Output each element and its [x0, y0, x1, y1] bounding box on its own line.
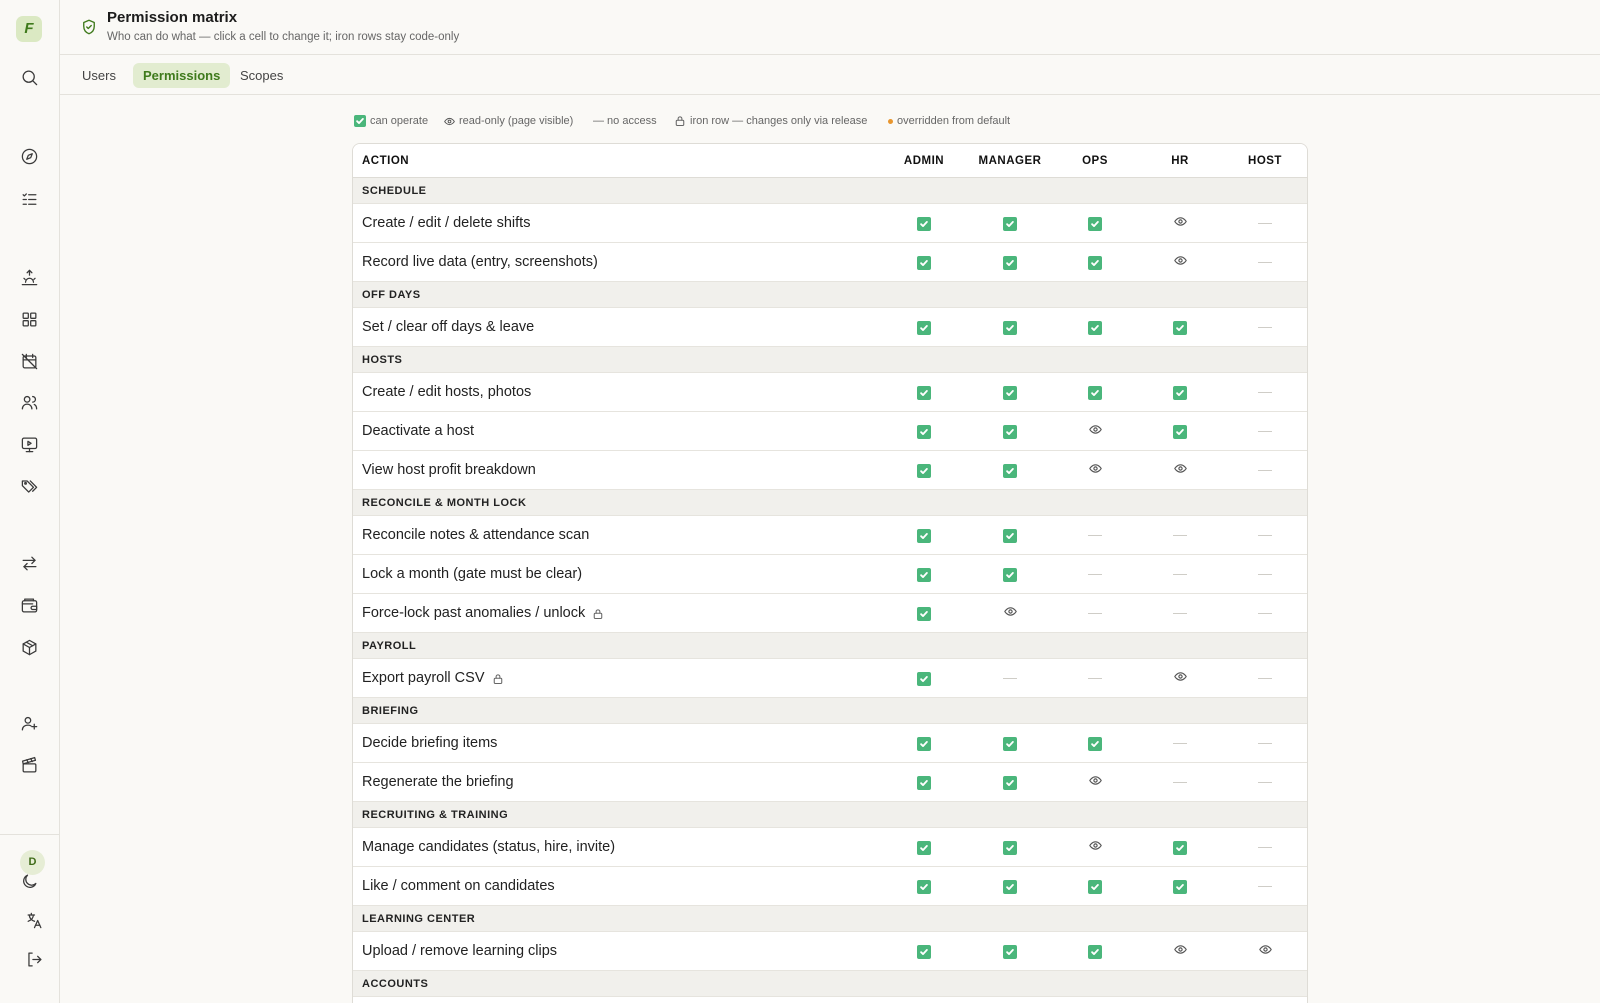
- section-label: SCHEDULE: [362, 185, 427, 197]
- action-text: Manage candidates (status, hire, invite): [362, 839, 616, 855]
- permission-cell-host[interactable]: [1222, 828, 1308, 867]
- section-label: HOSTS: [362, 354, 403, 366]
- check-icon: [917, 945, 931, 959]
- action-label: [362, 243, 598, 282]
- action-label: [362, 204, 530, 243]
- no-access-dash: [1258, 327, 1272, 328]
- check-icon: [917, 386, 931, 400]
- check-icon: [917, 217, 931, 231]
- permission-cell-admin: [881, 659, 967, 698]
- package-icon[interactable]: [14, 632, 44, 662]
- permission-cell-hr[interactable]: [1137, 516, 1223, 555]
- permission-cell-ops: [1052, 594, 1138, 633]
- check-icon: [1088, 321, 1102, 335]
- permission-cell-ops[interactable]: [1052, 763, 1138, 802]
- eye-icon: [1089, 774, 1102, 792]
- compass-icon[interactable]: [14, 141, 44, 171]
- check-icon: [917, 880, 931, 894]
- permission-cell-ops[interactable]: [1052, 451, 1138, 490]
- permission-cell-manager[interactable]: [967, 412, 1053, 451]
- permission-cell-manager[interactable]: [967, 373, 1053, 412]
- check-icon: [354, 115, 366, 127]
- no-access-dash: [1173, 535, 1187, 536]
- permission-cell-admin[interactable]: [881, 555, 967, 594]
- calendar-off-icon[interactable]: [14, 346, 44, 376]
- action-label: [362, 373, 531, 412]
- permission-cell-host[interactable]: [1222, 373, 1308, 412]
- permission-cell-admin[interactable]: [881, 373, 967, 412]
- permission-cell-host: [1222, 659, 1308, 698]
- check-icon: [1173, 880, 1187, 894]
- legend-read-only: [444, 114, 573, 128]
- check-icon: [917, 464, 931, 478]
- section-label: RECONCILE & MONTH LOCK: [362, 497, 527, 509]
- table-row: [353, 659, 1307, 698]
- logout-icon[interactable]: [19, 944, 49, 974]
- permission-cell-host[interactable]: [1222, 308, 1308, 347]
- section-row: [353, 178, 1307, 204]
- sunrise-icon[interactable]: [14, 262, 44, 292]
- section-row: [353, 633, 1307, 659]
- no-access-dash: [1088, 678, 1102, 679]
- permission-cell-host[interactable]: [1222, 516, 1308, 555]
- permission-cell-manager[interactable]: [967, 308, 1053, 347]
- section-label: LEARNING CENTER: [362, 913, 476, 925]
- permission-cell-admin[interactable]: [881, 724, 967, 763]
- app-logo[interactable]: F: [16, 16, 42, 42]
- user-plus-icon[interactable]: [14, 708, 44, 738]
- action-label: [362, 412, 474, 451]
- check-icon: [1003, 217, 1017, 231]
- eye-icon: [1259, 943, 1272, 961]
- check-icon: [1003, 737, 1017, 751]
- legend-label: iron row — changes only via release: [690, 115, 868, 127]
- no-access-dash: [1173, 743, 1187, 744]
- permission-cell-admin[interactable]: [881, 412, 967, 451]
- permission-cell-hr[interactable]: [1137, 204, 1223, 243]
- permission-cell-admin[interactable]: [881, 451, 967, 490]
- tags-icon[interactable]: [14, 471, 44, 501]
- check-icon: [1003, 464, 1017, 478]
- permission-cell-manager[interactable]: [967, 828, 1053, 867]
- no-access-dash: [1088, 535, 1102, 536]
- permission-cell-ops[interactable]: [1052, 828, 1138, 867]
- permission-cell-hr[interactable]: [1137, 308, 1223, 347]
- column-header-role: HR: [1171, 155, 1189, 167]
- check-icon: [1088, 945, 1102, 959]
- action-text: Regenerate the briefing: [362, 774, 514, 790]
- sidebar: [0, 0, 60, 1003]
- no-access-dash: [1258, 223, 1272, 224]
- permission-cell-host[interactable]: [1222, 763, 1308, 802]
- eye-icon: [1174, 215, 1187, 233]
- check-icon: [1003, 425, 1017, 439]
- permission-cell-manager[interactable]: [967, 867, 1053, 906]
- permission-cell-ops[interactable]: [1052, 243, 1138, 282]
- section-row: [353, 347, 1307, 373]
- action-label: [362, 763, 514, 802]
- lock-icon: [674, 115, 686, 127]
- action-label: [362, 555, 582, 594]
- section-label: ACCOUNTS: [362, 978, 429, 990]
- no-access-dash: [1258, 613, 1272, 614]
- table-row: [353, 724, 1307, 763]
- check-icon: [917, 256, 931, 270]
- users-icon[interactable]: [14, 387, 44, 417]
- monitor-play-icon[interactable]: [14, 429, 44, 459]
- check-icon: [1003, 321, 1017, 335]
- action-text: Reconcile notes & attendance scan: [362, 527, 590, 543]
- action-label: [362, 516, 589, 555]
- permission-cell-admin: [881, 594, 967, 633]
- grid-icon[interactable]: [14, 304, 44, 334]
- action-text: Set / clear off days & leave: [362, 319, 535, 335]
- check-icon: [1003, 256, 1017, 270]
- permission-cell-hr: [1137, 594, 1223, 633]
- section-row: [353, 282, 1307, 308]
- lock-icon: [592, 608, 604, 620]
- no-access-dash: [1258, 847, 1272, 848]
- table-row: [353, 867, 1307, 906]
- legend-label: can operate: [370, 115, 429, 127]
- section-row: [353, 971, 1307, 997]
- tab-users[interactable]: Users: [82, 68, 116, 83]
- permission-cell-hr[interactable]: [1137, 724, 1223, 763]
- permission-cell-ops: [1052, 659, 1138, 698]
- moon-icon[interactable]: [14, 866, 44, 896]
- table-row: [353, 594, 1307, 633]
- permission-cell-manager[interactable]: [967, 451, 1053, 490]
- legend-label: — no access: [593, 115, 657, 127]
- section-row: [353, 698, 1307, 724]
- permission-cell-manager[interactable]: [967, 204, 1053, 243]
- translate-icon[interactable]: [19, 905, 49, 935]
- permission-cell-hr[interactable]: [1137, 373, 1223, 412]
- table-row: [353, 828, 1307, 867]
- action-text: View host profit breakdown: [362, 462, 536, 478]
- permission-cell-host[interactable]: [1222, 555, 1308, 594]
- check-icon: [1173, 425, 1187, 439]
- column-header-role: OPS: [1082, 155, 1108, 167]
- table-row: [353, 373, 1307, 412]
- permission-cell-admin[interactable]: [881, 204, 967, 243]
- permission-cell-host[interactable]: [1222, 932, 1308, 971]
- action-text: Force-lock past anomalies / unlock: [362, 605, 586, 621]
- check-icon: [917, 425, 931, 439]
- check-icon: [1088, 256, 1102, 270]
- permission-cell-hr[interactable]: [1137, 555, 1223, 594]
- permission-cell-hr[interactable]: [1137, 412, 1223, 451]
- check-icon: [1088, 386, 1102, 400]
- check-icon: [1173, 386, 1187, 400]
- permission-cell-ops[interactable]: [1052, 412, 1138, 451]
- action-label: [362, 451, 536, 490]
- clapperboard-icon[interactable]: [14, 750, 44, 780]
- legend-no-access: [593, 114, 657, 128]
- action-label: [362, 867, 555, 906]
- permission-cell-ops[interactable]: [1052, 308, 1138, 347]
- check-icon: [1173, 321, 1187, 335]
- permission-cell-hr: [1137, 659, 1223, 698]
- column-header-action: ACTION: [362, 155, 410, 167]
- check-icon: [1088, 737, 1102, 751]
- action-text: Lock a month (gate must be clear): [362, 566, 583, 582]
- action-text: Deactivate a host: [362, 423, 475, 439]
- permission-cell-manager[interactable]: [967, 932, 1053, 971]
- legend-overridden: [888, 114, 1010, 128]
- permission-cell-host[interactable]: [1222, 243, 1308, 282]
- action-text: Export payroll CSV: [362, 670, 485, 686]
- permission-cell-admin[interactable]: [881, 243, 967, 282]
- check-icon: [1088, 880, 1102, 894]
- table-row: [353, 451, 1307, 490]
- tab-scopes[interactable]: Scopes: [240, 68, 284, 83]
- check-icon: [1088, 217, 1102, 231]
- permission-cell-ops[interactable]: [1052, 724, 1138, 763]
- check-icon: [1003, 529, 1017, 543]
- action-label: [362, 594, 604, 633]
- eye-icon: [1089, 839, 1102, 857]
- section-row: [353, 490, 1307, 516]
- eye-icon: [1174, 670, 1187, 688]
- action-text: Like / comment on candidates: [362, 878, 555, 894]
- no-access-dash: [1173, 782, 1187, 783]
- action-text: Create / edit / delete shifts: [362, 215, 531, 231]
- column-header-role: HOST: [1248, 155, 1282, 167]
- section-row: [353, 906, 1307, 932]
- section-row: [353, 802, 1307, 828]
- page-header: [60, 0, 1600, 55]
- search-icon[interactable]: [14, 62, 44, 92]
- table-row: [353, 932, 1307, 971]
- table-row: [353, 516, 1307, 555]
- no-access-dash: [1258, 431, 1272, 432]
- check-icon: [1003, 841, 1017, 855]
- permission-cell-host[interactable]: [1222, 724, 1308, 763]
- override-dot-icon: [888, 119, 893, 124]
- permission-cell-host[interactable]: [1222, 451, 1308, 490]
- no-access-dash: [1258, 262, 1272, 263]
- permission-cell-ops[interactable]: [1052, 516, 1138, 555]
- table-row: [353, 243, 1307, 282]
- eye-icon: [1004, 605, 1017, 623]
- permission-cell-manager[interactable]: [967, 555, 1053, 594]
- action-text: Decide briefing items: [362, 735, 498, 751]
- permission-cell-admin[interactable]: [881, 516, 967, 555]
- permission-cell-manager: [967, 594, 1053, 633]
- permission-cell-hr[interactable]: [1137, 828, 1223, 867]
- permission-cell-manager: [967, 659, 1053, 698]
- table-row: [353, 308, 1307, 347]
- permission-cell-ops[interactable]: [1052, 555, 1138, 594]
- permission-cell-ops[interactable]: [1052, 373, 1138, 412]
- page-title: Permission matrix: [107, 9, 238, 26]
- no-access-dash: [1088, 574, 1102, 575]
- permission-cell-admin[interactable]: [881, 867, 967, 906]
- check-icon: [1003, 880, 1017, 894]
- legend-iron-row: [674, 114, 867, 128]
- check-icon: [917, 529, 931, 543]
- no-access-dash: [1258, 886, 1272, 887]
- permission-cell-manager[interactable]: [967, 243, 1053, 282]
- eye-icon: [1089, 423, 1102, 441]
- check-icon: [917, 321, 931, 335]
- no-access-dash: [1258, 535, 1272, 536]
- permission-cell-hr[interactable]: [1137, 932, 1223, 971]
- permission-cell-admin[interactable]: [881, 763, 967, 802]
- no-access-dash: [1173, 613, 1187, 614]
- permission-cell-manager[interactable]: [967, 763, 1053, 802]
- permission-cell-ops[interactable]: [1052, 867, 1138, 906]
- check-icon: [917, 737, 931, 751]
- shield-check-icon: [80, 18, 98, 36]
- eye-icon: [1089, 462, 1102, 480]
- check-icon: [917, 776, 931, 790]
- tab-permissions[interactable]: Permissions: [133, 63, 230, 88]
- check-icon: [1173, 841, 1187, 855]
- section-label: RECRUITING & TRAINING: [362, 809, 509, 821]
- check-icon: [917, 841, 931, 855]
- action-text: Create / edit hosts, photos: [362, 384, 532, 400]
- legend-label: read-only (page visible): [459, 115, 574, 127]
- check-icon: [917, 607, 931, 621]
- lock-icon: [492, 673, 504, 685]
- sidebar-divider: [0, 834, 60, 835]
- wallet-icon[interactable]: [14, 590, 44, 620]
- table-row: [353, 204, 1307, 243]
- arrows-swap-icon[interactable]: [14, 548, 44, 578]
- action-text: Upload / remove learning clips: [362, 943, 558, 959]
- check-icon: [917, 568, 931, 582]
- legend-label: overridden from default: [897, 115, 1011, 127]
- permission-cell-host: [1222, 594, 1308, 633]
- section-label: OFF DAYS: [362, 289, 421, 301]
- eye-icon: [1174, 462, 1187, 480]
- check-icon: [1003, 568, 1017, 582]
- permission-cell-hr[interactable]: [1137, 867, 1223, 906]
- no-access-dash: [1173, 574, 1187, 575]
- column-header-role: ADMIN: [903, 155, 945, 167]
- column-header-role: MANAGER: [978, 155, 1042, 167]
- no-access-dash: [1258, 470, 1272, 471]
- action-label: [362, 308, 534, 347]
- no-access-dash: [1003, 678, 1017, 679]
- check-icon: [917, 672, 931, 686]
- permission-cell-admin[interactable]: [881, 932, 967, 971]
- action-label: [362, 659, 504, 698]
- permission-cell-host[interactable]: [1222, 204, 1308, 243]
- permission-cell-admin[interactable]: [881, 828, 967, 867]
- section-label: BRIEFING: [362, 705, 419, 717]
- permission-cell-hr[interactable]: [1137, 451, 1223, 490]
- eye-icon: [444, 116, 455, 127]
- checklist-icon[interactable]: [14, 184, 44, 214]
- eye-icon: [1174, 943, 1187, 961]
- permission-cell-ops[interactable]: [1052, 932, 1138, 971]
- permission-cell-manager[interactable]: [967, 724, 1053, 763]
- no-access-dash: [1258, 782, 1272, 783]
- table-header: [353, 144, 1307, 178]
- legend-can-operate: [354, 114, 428, 128]
- no-access-dash: [1258, 743, 1272, 744]
- permission-cell-admin[interactable]: [881, 308, 967, 347]
- table-row: [353, 412, 1307, 451]
- permission-cell-host[interactable]: [1222, 867, 1308, 906]
- check-icon: [1003, 386, 1017, 400]
- permission-cell-hr[interactable]: [1137, 763, 1223, 802]
- no-access-dash: [1088, 613, 1102, 614]
- section-label: PAYROLL: [362, 640, 417, 652]
- permission-table: [352, 143, 1308, 1003]
- action-label: [362, 932, 557, 971]
- eye-icon: [1174, 254, 1187, 272]
- action-label: [362, 724, 497, 763]
- no-access-dash: [1258, 574, 1272, 575]
- page-subtitle: Who can do what — click a cell to change it; iron rows stay code-only: [107, 31, 460, 43]
- permission-cell-ops[interactable]: [1052, 204, 1138, 243]
- no-access-dash: [1258, 392, 1272, 393]
- check-icon: [1003, 945, 1017, 959]
- permission-cell-host[interactable]: [1222, 412, 1308, 451]
- permission-cell-hr[interactable]: [1137, 243, 1223, 282]
- check-icon: [1003, 776, 1017, 790]
- table-row: [353, 555, 1307, 594]
- table-row: [353, 763, 1307, 802]
- tab-bar: [60, 55, 1600, 95]
- no-access-dash: [1258, 678, 1272, 679]
- action-label: [362, 828, 615, 867]
- avatar[interactable]: D: [20, 850, 45, 875]
- action-text: Record live data (entry, screenshots): [362, 254, 598, 270]
- permission-cell-manager[interactable]: [967, 516, 1053, 555]
